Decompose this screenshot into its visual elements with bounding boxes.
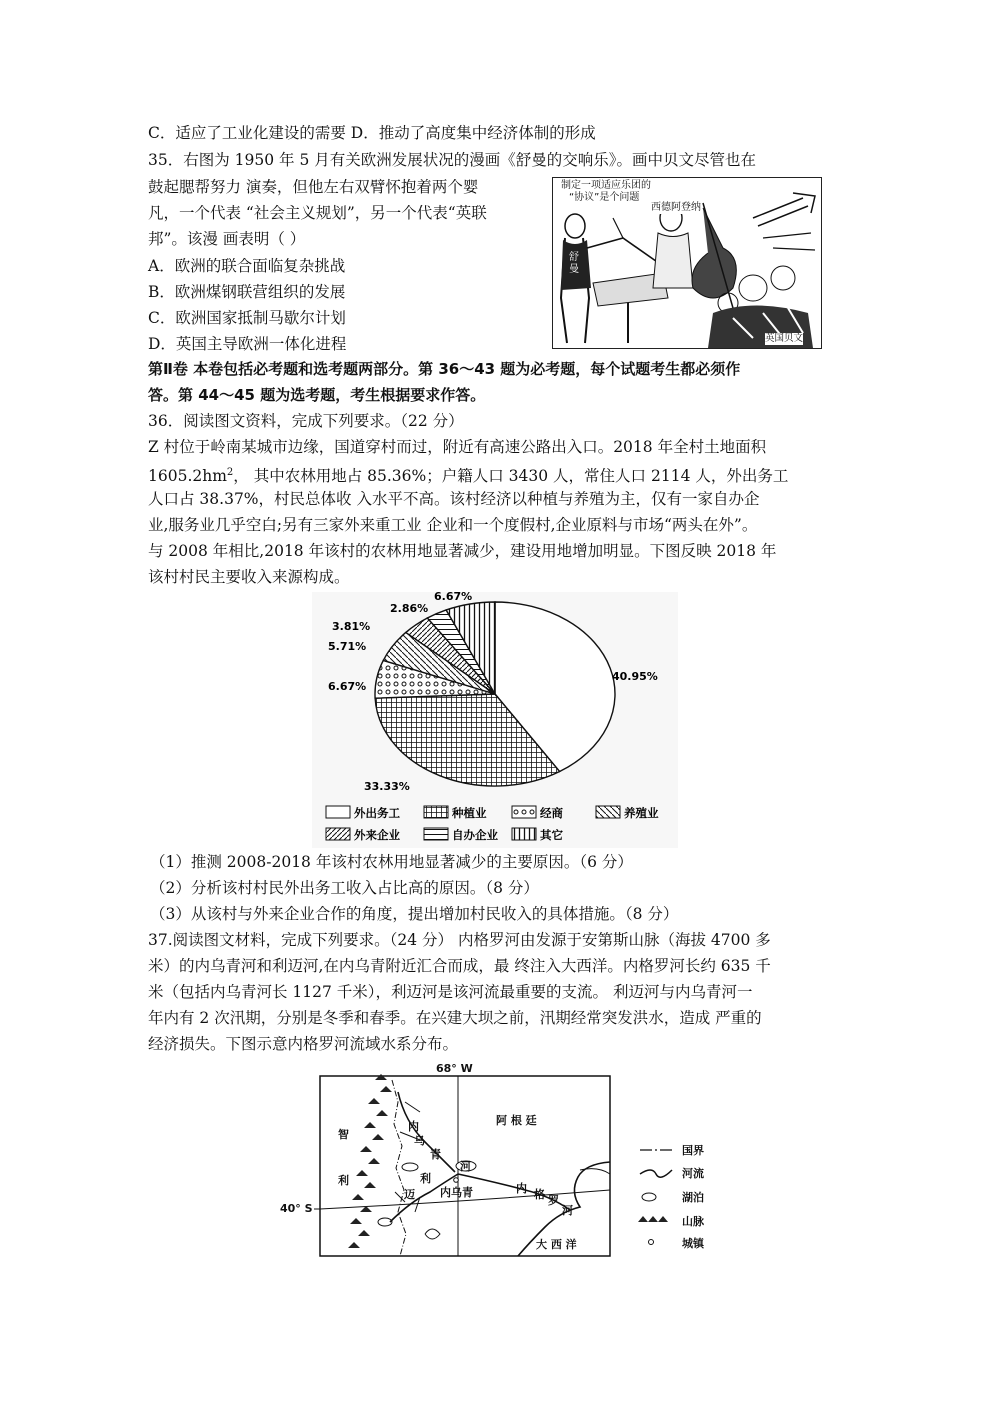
pie-label-own-enterprise: 2.86% <box>390 602 429 615</box>
cartoon-caption-2: “协议”是个问题 <box>569 192 640 203</box>
q36-sub-question-3: （3）从该村与外来企业合作的角度，提出增加村民收入的具体措施。（8 分） <box>150 905 679 923</box>
cartoon-label-bevin: 英国贝文 <box>765 333 804 344</box>
q36-para-5: 与 2008 年相比,2018 年该村的农林用地显著减少，建设用地增加明显。下图反映 2018 年 <box>148 542 777 560</box>
income-pie-chart <box>312 592 678 848</box>
q35-line3: 凡，一个代表 “社会主义规划”，另一个代表“英联 <box>148 204 487 222</box>
map-legend-mountain: 山脉 <box>682 1215 704 1228</box>
pie-label-planting: 33.33% <box>364 780 410 793</box>
section2-line2: 答。第 44～45 题为选考题，考生根据要求作答。 <box>148 386 486 404</box>
legend-swatch-foreign-enterprise <box>326 828 350 840</box>
map-label-limay-1: 利 <box>420 1172 431 1185</box>
negro-river-map <box>280 1062 720 1262</box>
q37-line-2: 米）的内乌青河和利迈河,在内乌青附近汇合而成，最 终注入大西洋。内格罗河长约 635 千 <box>148 957 771 975</box>
q37-line-1: 37.阅读图文材料，完成下列要求。（24 分） 内格罗河由发源于安第斯山脉（海拔 4700 多 <box>148 931 771 949</box>
q36-para-3: 人口占 38.37%，村民总体收 入水平不高。该村经济以种植与养殖为主，仅有一家自办企 <box>148 490 760 508</box>
q35-line1: 35．右图为 1950 年 5 月有关欧洲发展状况的漫画《舒曼的交响乐》。画中贝文尽管也在 <box>148 151 756 169</box>
map-label-limay-2: 迈 <box>404 1188 415 1201</box>
map-longitude-label: 68° W <box>436 1062 473 1075</box>
cartoon-caption-1: 制定一项适应乐团的 <box>561 180 651 191</box>
q36-para-2: $1605.2hm^2$， 其中农林用地占 85.36%；户籍人口 3430 人，常住人口 2114 人，外出务工 <box>148 467 789 486</box>
map-latitude-label: 40° S <box>280 1202 313 1215</box>
map-label-neuquen-3: 青 <box>430 1148 441 1161</box>
q36-para-1: Z 村位于岭南某城市边缘，国道穿村而过，附近有高速公路出入口。2018 年全村土地面积 <box>148 438 767 456</box>
q36-sub-question-2: （2）分析该村村民外出务工收入占比高的原因。（8 分） <box>150 879 539 897</box>
q37-line-3: 米（包括内乌青河长 1127 千米），利迈河是该河流最重要的支流。 利迈河与内乌青河一 <box>148 983 753 1001</box>
legend-label-planting: 种植业 <box>452 806 487 820</box>
q36-title: 36．阅读图文资料，完成下列要求。（22 分） <box>148 412 464 430</box>
legend-swatch-breeding <box>596 806 620 818</box>
q35-option-b: B．欧洲煤钢联营组织的发展 <box>148 283 346 301</box>
pie-label-outgoing-work: 40.95% <box>612 670 658 683</box>
map-label-neuquen-4: 河 <box>460 1160 471 1173</box>
map-label-neuquen-1: 内 <box>408 1120 419 1133</box>
map-label-city-neuquen: 内乌青 <box>440 1186 473 1199</box>
q37-line-5: 经济损失。下图示意内格罗河流域水系分布。 <box>148 1035 459 1053</box>
q35-option-a: A．欧洲的联合面临复杂挑战 <box>148 257 346 275</box>
q35-option-c: C．欧洲国家抵制马歇尔计划 <box>148 309 346 327</box>
q35-line2: 鼓起腮帮努力 演奏，但他左右双臂怀抱着两个婴 <box>148 178 479 196</box>
legend-label-other: 其它 <box>540 828 563 842</box>
map-legend-border: 国界 <box>682 1144 704 1157</box>
legend-label-outgoing-work: 外出务工 <box>354 806 400 820</box>
map-label-argentina: 阿 根 廷 <box>496 1114 537 1127</box>
legend-swatch-commerce <box>512 806 536 818</box>
legend-label-breeding: 养殖业 <box>624 806 659 820</box>
map-label-neuquen-2: 乌 <box>414 1134 425 1147</box>
map-label-atlantic: 大 西 洋 <box>536 1238 577 1251</box>
map-label-chile-1: 智 <box>338 1128 349 1141</box>
legend-label-foreign-enterprise: 外来企业 <box>354 828 400 842</box>
map-label-negro-4: 河 <box>562 1204 573 1217</box>
map-legend-lake: 湖泊 <box>682 1191 704 1204</box>
pie-label-foreign-enterprise: 3.81% <box>332 620 371 633</box>
map-legend-town: 城镇 <box>682 1237 704 1250</box>
map-label-chile-2: 利 <box>338 1174 349 1187</box>
cartoon-label-schuman: 舒曼 <box>569 252 579 275</box>
legend-swatch-outgoing-work <box>326 806 350 818</box>
legend-swatch-other <box>512 828 536 840</box>
map-legend-river: 河流 <box>682 1167 704 1180</box>
legend-label-commerce: 经商 <box>540 806 563 820</box>
q36-sub-question-1: （1）推测 2008-2018 年该村农林用地显著减少的主要原因。（6 分） <box>150 853 633 871</box>
map-label-negro-2: 格 <box>534 1188 545 1201</box>
q35-option-d: D．英国主导欧洲一体化进程 <box>148 335 347 353</box>
map-label-negro-1: 内 <box>516 1182 527 1195</box>
q36-para-6: 该村村民主要收入来源构成。 <box>148 568 350 586</box>
legend-swatch-planting <box>424 806 448 818</box>
legend-label-own-enterprise: 自办企业 <box>452 828 498 842</box>
pie-label-commerce: 6.67% <box>328 680 367 693</box>
pie-label-breeding: 5.71% <box>328 640 367 653</box>
legend-swatch-own-enterprise <box>424 828 448 840</box>
q34-options: C．适应了工业化建设的需要 D．推动了高度集中经济体制的形成 <box>148 124 596 142</box>
q35-line4: 邦”。该漫 画表明（ ） <box>148 230 306 248</box>
schuman-cartoon <box>552 177 822 349</box>
q36-para-4: 业,服务业几乎空白;另有三家外来重工业 企业和一个度假村,企业原料与市场“两头在外”。 <box>148 516 758 534</box>
q37-line-4: 年内有 2 次汛期，分别是冬季和春季。在兴建大坝之前，汛期经常突发洪水，造成 严重的 <box>148 1009 762 1027</box>
section2-line1: 第Ⅱ卷 本卷包括必考题和选考题两部分。第 36～43 题为必考题，每个试题考生都必须作 <box>148 360 741 378</box>
pie-label-other: 6.67% <box>434 592 473 603</box>
map-label-negro-3: 罗 <box>548 1194 559 1207</box>
cartoon-label-west-germany: 西德阿登纳 <box>651 202 701 213</box>
